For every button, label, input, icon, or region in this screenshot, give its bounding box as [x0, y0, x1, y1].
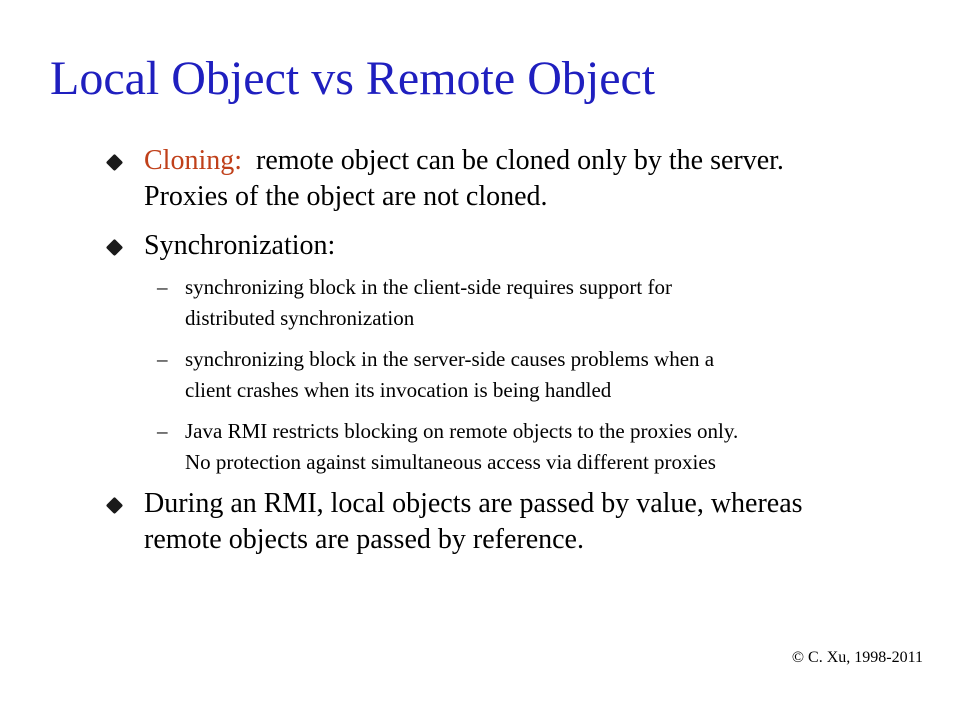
bullet-rmi-passing — [107, 486, 907, 566]
bullet-line: remote object can be cloned only by the server. — [242, 145, 784, 176]
bullet-line: remote objects are passed by reference. — [144, 524, 584, 555]
bullet-text — [144, 486, 914, 558]
sub-bullet-line: synchronizing block in the client-side requires support for — [185, 275, 672, 299]
sub-bullet-line: synchronizing block in the server-side causes problems when a — [185, 347, 715, 371]
bullet-line: During an RMI, local objects are passed by value, whereas — [144, 488, 803, 519]
sub-bullet-line: No protection against simultaneous access via different proxies — [185, 450, 716, 474]
sub-bullet-line: distributed synchronization — [185, 306, 415, 330]
sub-bullet-line: Java RMI restricts blocking on remote objects to the proxies only. — [185, 419, 739, 443]
dash-bullet: – — [157, 419, 168, 443]
diamond-bullet-icon — [106, 154, 123, 171]
bullet-text: Synchronization: — [144, 230, 336, 261]
sub-bullet-java-rmi — [157, 416, 897, 480]
sub-bullet-text — [185, 344, 900, 406]
copyright-footer: © C. Xu, 1998-2011 — [791, 649, 923, 666]
bullet-cloning — [107, 143, 907, 223]
bullet-text — [144, 143, 914, 215]
diamond-bullet-icon — [106, 239, 123, 256]
sub-bullet-text — [185, 272, 900, 334]
dash-bullet: – — [157, 347, 168, 371]
sub-bullet-line: client crashes when its invocation is being handled — [185, 378, 612, 402]
dash-bullet: – — [157, 275, 168, 299]
sub-bullet-server-side — [157, 344, 897, 408]
bullet-line: Proxies of the object are not cloned. — [144, 181, 548, 212]
bullet-synchronization — [107, 228, 907, 268]
diamond-bullet-icon — [106, 497, 123, 514]
sub-bullet-text — [185, 416, 900, 478]
bullet-label-cloning: Cloning: — [144, 145, 243, 176]
sub-bullet-client-side — [157, 272, 897, 336]
slide-title: Local Object vs Remote Object — [50, 52, 656, 105]
